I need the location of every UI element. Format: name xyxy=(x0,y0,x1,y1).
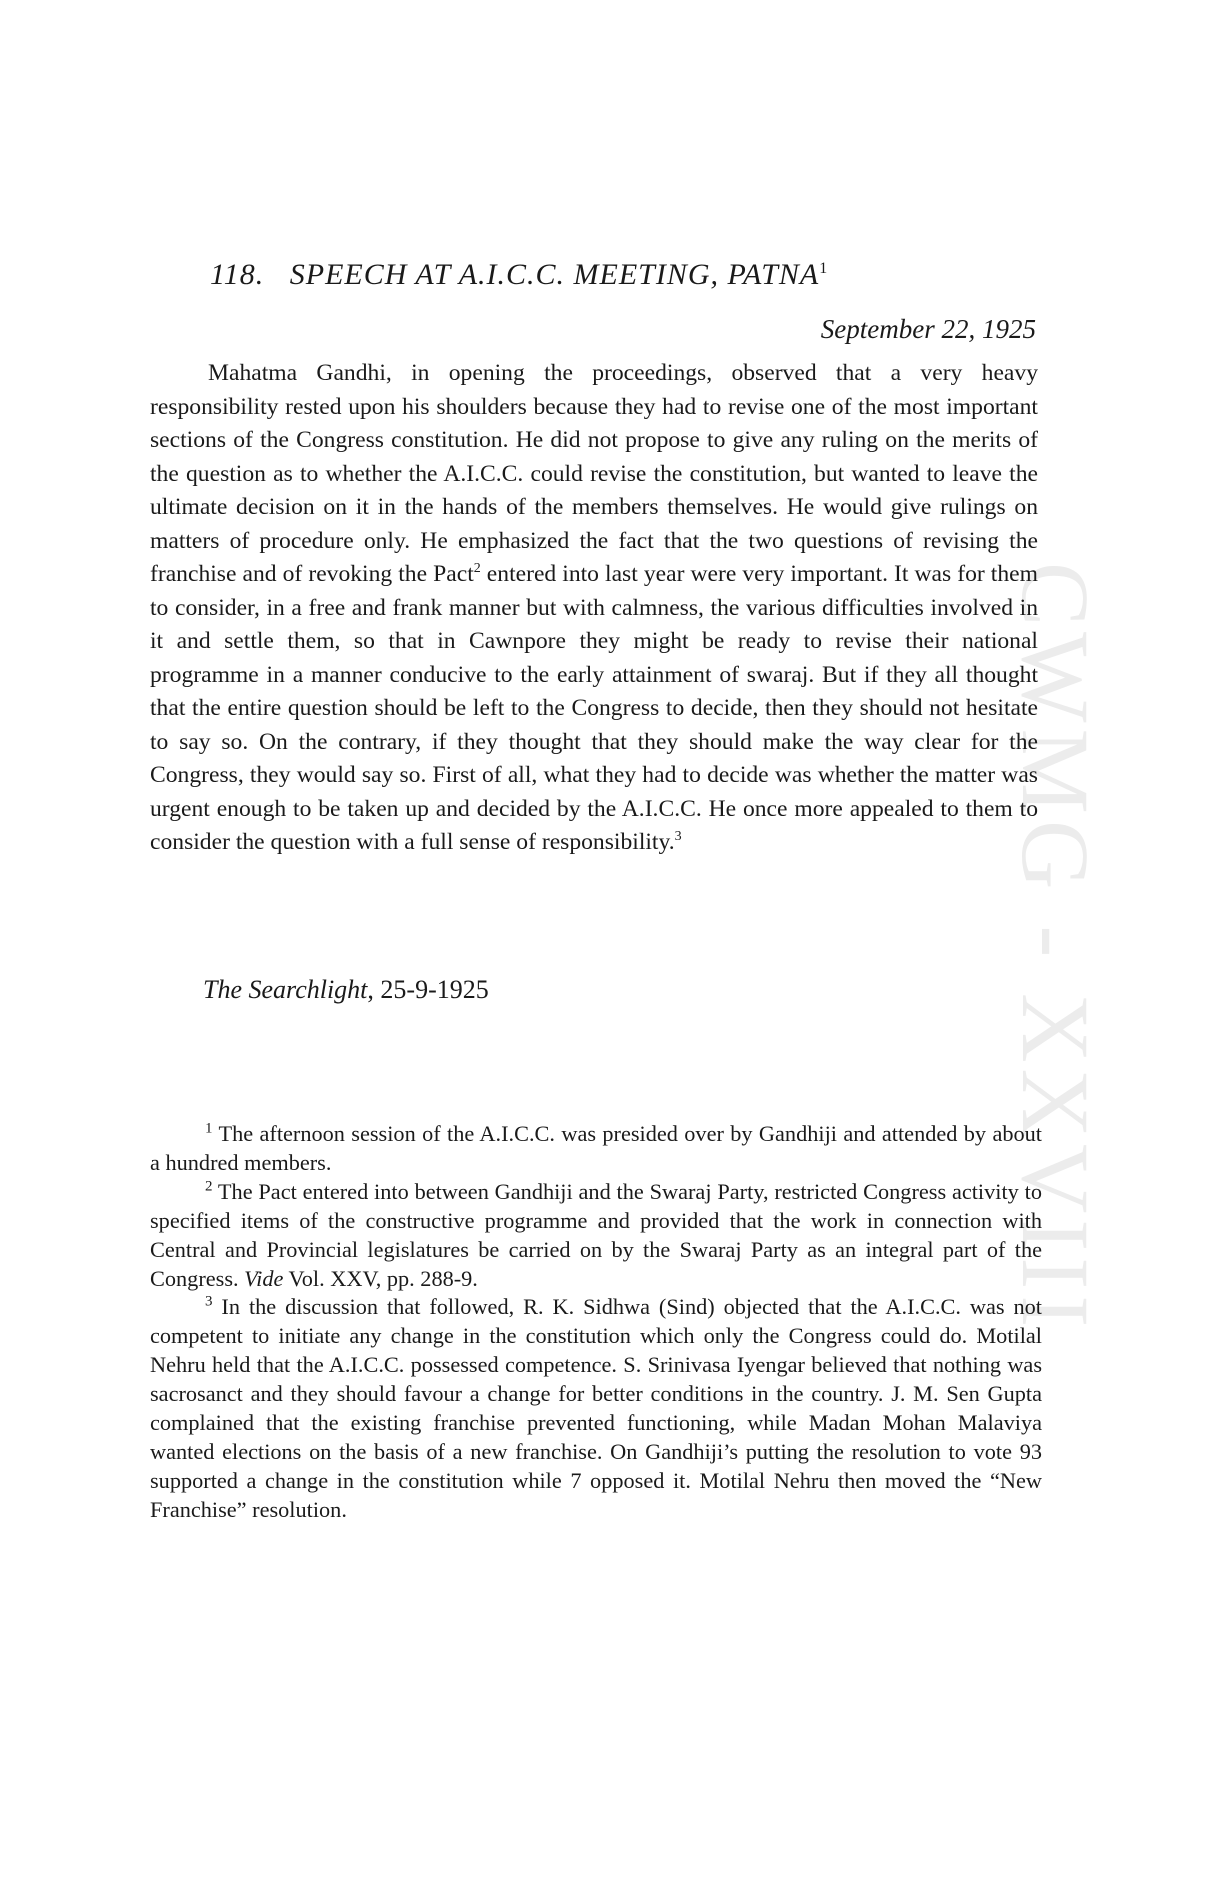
document-number: 118. xyxy=(210,258,265,291)
document-title-text: SPEECH AT A.I.C.C. MEETING, PATNA xyxy=(289,258,820,291)
source-citation xyxy=(203,975,489,1005)
footnote-vide-ref: Vol. XXV, pp. 288-9. xyxy=(283,1265,478,1291)
dateline: September 22, 1925 xyxy=(820,314,1036,344)
source-date: , 25-9-1925 xyxy=(367,975,489,1004)
body-text-part-1: Mahatma Gandhi, in opening the proceedings, observed that a very heavy responsibility rested upon his shoulders because they had to revise one of the most important sections of the Congress constitution. He did not propose to give any ruling on the merits of the question as to whether the A.I.C.C. could revise the constitution, but wanted to leave the ultimate decision on it in the hands of the members themselves. He would give rulings on matters of procedure only. He emphasized the fact that the two questions of revising the franchise and of revoking the Pact xyxy=(150,360,1038,587)
footnote-ref-1: 1 xyxy=(819,260,829,277)
footnote-text: In the discussion that followed, R. K. Sidhwa (Sind) objected that the A.I.C.C. was not competent to initiate any change in the constitution which only the Congress could do. Motilal Nehru held that the A.I.C.C. possessed competence. S. Srinivasa Iyengar believed that nothing was sacrosanct and they should favour a change for better conditions in the country. J. M. Sen Gupta complained that the existing franchise prevented functioning, while Madan Mohan Malaviya wanted elections on the basis of a new franchise. On Gandhiji’s putting the resolution to vote 93 supported a change in the constitution while 7 opposed it. Motilal Nehru then moved the “New Franchise” resolution. xyxy=(150,1294,1042,1522)
footnote-mark: 1 xyxy=(205,1120,213,1137)
source-title: The Searchlight xyxy=(203,975,368,1004)
footnote-ref-2: 2 xyxy=(473,561,481,577)
footnote-mark: 3 xyxy=(205,1294,213,1311)
footnote-text: The afternoon session of the A.I.C.C. was presided over by Gandhiji and attended by about a hundred members. xyxy=(150,1121,1042,1175)
footnote-mark: 2 xyxy=(205,1178,213,1195)
footnote-3 xyxy=(150,1293,1042,1524)
document-title xyxy=(210,258,828,292)
footnote-text: The Pact entered into between Gandhiji and the Swaraj Party, restricted Congress activity to specified items of the constructive programme and provided that the work in connection with Central and Provincial legislatures be carried on by the Swaraj Party as an integral part of the Congress. xyxy=(150,1178,1042,1291)
footnotes xyxy=(150,1120,1042,1525)
watermark: CWMG - XXVIII xyxy=(1002,561,1109,1334)
footnote-1 xyxy=(150,1120,1042,1178)
footnote-vide: Vide xyxy=(244,1265,284,1291)
footnote-ref-3: 3 xyxy=(674,829,682,845)
footnote-2 xyxy=(150,1178,1042,1294)
page xyxy=(150,0,1042,1890)
body-text-part-2: entered into last year were very important. It was for them to consider, in a free and frank manner but with calmness, the various difficulties involved in it and settle them, so that in Cawnpore they might be ready to revise their national programme in a manner conducive to the early attainment of swaraj. But if they all thought that the entire question should be left to the Congress to decide, then they should not hesitate to say so. On the contrary, if they thought that they should make the way clear for the Congress, they would say so. First of all, what they had to decide was whether the matter was urgent enough to be taken up and decided by the A.I.C.C. He once more appealed to them to consider the question with a full sense of responsibility. xyxy=(150,561,1038,855)
body-paragraph xyxy=(150,357,1038,860)
